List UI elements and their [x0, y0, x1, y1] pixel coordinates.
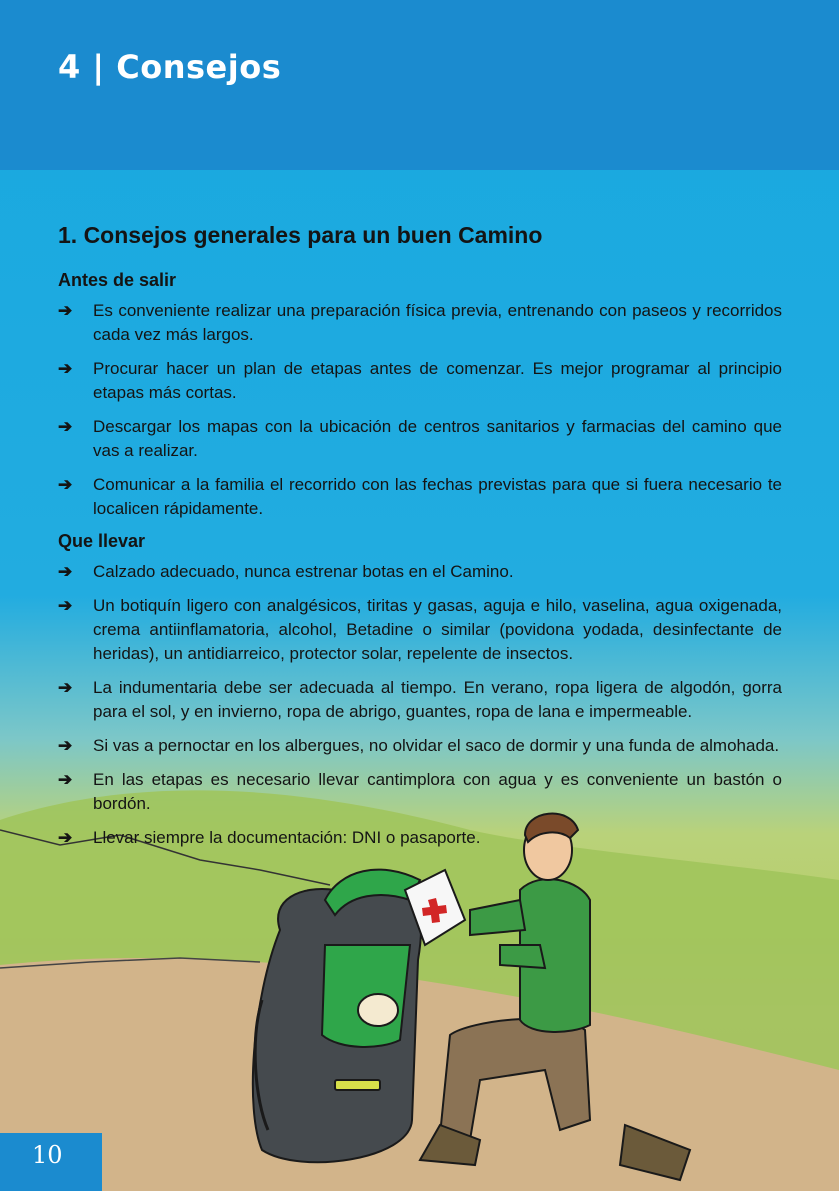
list-item — [58, 676, 782, 724]
list-item-text: Un botiquín ligero con analgésicos, tiritas y gasas, aguja e hilo, vaselina, agua oxigenada, crema antiinflamatoria, alcohol, Betadine o similar (povidona yodada, desinfectante de heridas), un antidiarreico, protector solar, repelente de insectos. — [93, 596, 782, 663]
list-item-text: En las etapas es necesario llevar cantimplora con agua y es conveniente un bastón o bordón. — [93, 770, 782, 813]
list-item — [58, 415, 782, 463]
section-title: 1. Consejos generales para un buen Camino — [58, 222, 543, 248]
list-item — [58, 560, 782, 584]
arrow-icon: ➔ — [58, 475, 73, 494]
arrow-icon: ➔ — [58, 359, 73, 378]
arrow-icon: ➔ — [58, 678, 73, 697]
list-item-text: Descargar los mapas con la ubicación de centros sanitarios y farmacias del camino que vas a realizar. — [93, 417, 782, 460]
list-item-text: Si vas a pernoctar en los albergues, no olvidar el saco de dormir y una funda de almohada. — [93, 736, 780, 755]
list-item-text: Llevar siempre la documentación: DNI o pasaporte. — [93, 828, 481, 847]
list-item-text: Procurar hacer un plan de etapas antes de comenzar. Es mejor programar al principio etapas más cortas. — [93, 359, 782, 402]
subheading-que-llevar: Que llevar — [58, 531, 146, 551]
arrow-icon: ➔ — [58, 301, 73, 320]
list-item — [58, 734, 782, 758]
list-item — [58, 826, 782, 850]
list-item — [58, 594, 782, 666]
list-item — [58, 473, 782, 521]
arrow-icon: ➔ — [58, 596, 73, 615]
list-item-text: La indumentaria debe ser adecuada al tiempo. En verano, ropa ligera de algodón, gorra para el sol, y en invierno, ropa de abrigo, guantes, ropa de lana e impermeable. — [93, 678, 782, 721]
content — [58, 222, 782, 860]
list-item-text: Calzado adecuado, nunca estrenar botas en el Camino. — [93, 562, 514, 581]
subheading-antes-de-salir: Antes de salir — [58, 270, 177, 290]
chapter-header — [0, 0, 839, 170]
backpack — [253, 870, 421, 1163]
list-item-text: Es conveniente realizar una preparación física previa, entrenando con paseos y recorridos cada vez más largos. — [93, 301, 782, 344]
tips-list-que-llevar — [58, 560, 782, 850]
page-number: 10 — [32, 1141, 63, 1169]
list-item — [58, 768, 782, 816]
tips-list-antes-de-salir — [58, 299, 782, 521]
arrow-icon: ➔ — [58, 417, 73, 436]
arrow-icon: ➔ — [58, 562, 73, 581]
chapter-title: 4 | Consejos — [58, 48, 282, 86]
arrow-icon: ➔ — [58, 770, 73, 789]
list-item — [58, 357, 782, 405]
page-number-box — [0, 1133, 102, 1191]
list-item — [58, 299, 782, 347]
arrow-icon: ➔ — [58, 736, 73, 755]
arrow-icon: ➔ — [58, 828, 73, 847]
list-item-text: Comunicar a la familia el recorrido con las fechas previstas para que si fuera necesario te localicen rápidamente. — [93, 475, 782, 518]
